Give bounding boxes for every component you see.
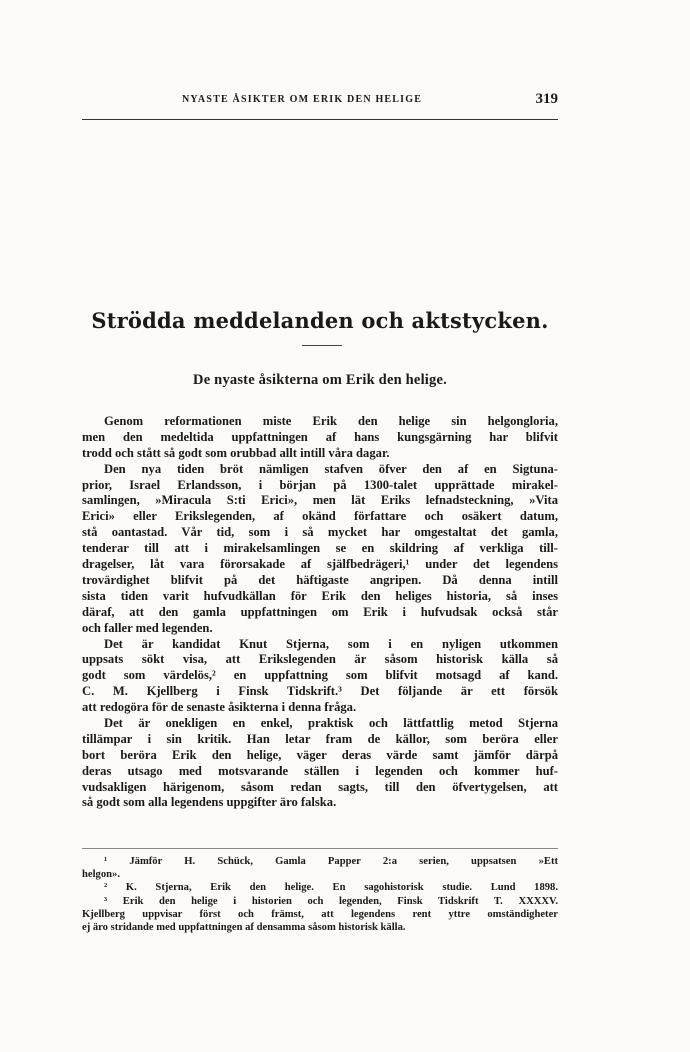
body-line: uppsats sökt visa, att Erikslegenden är såsom historisk källa så xyxy=(82,652,558,667)
body-line: Genom reformationen miste Erik den helige sin helgongloria, xyxy=(104,414,558,428)
body-line: att redogöra för de senaste åsikterna i denna fråga. xyxy=(82,700,357,715)
body-line: C. M. Kjellberg i Finsk Tidskrift.³ Det följande är ett försök xyxy=(82,684,558,699)
body-line: Erici» eller Erikslegenden, af okänd författare och osäkert datum, xyxy=(82,509,558,524)
body-line: sista tiden varit hufvudkällan för Erik den heliges historia, så inses xyxy=(82,588,558,603)
body-line: Det är onekligen en enkel, praktisk och lättfattlig metod Stjerna xyxy=(104,715,558,730)
body-line: trovärdighet blifvit på det häftigaste angripen. Då denna intill xyxy=(82,572,558,587)
body-line: däraf, att den gamla uppfattningen om Erik i hufvudsak också står xyxy=(82,604,558,619)
header-rule xyxy=(82,119,558,120)
body-line: deras utsago med motsvarande ställen i legenden och kommer huf- xyxy=(82,763,558,778)
body-line: tenderar till att i mirakelsamlingen se en skildring af verkliga till- xyxy=(82,541,558,556)
body-line: samlingen, »Miracula S:ti Erici», men lät Eriks lefnadsteckning, »Vita xyxy=(82,493,558,508)
footnote-line: ej äro stridande med uppfattningen af densamma såsom historisk källa. xyxy=(82,921,406,933)
body-line: vudsakligen härigenom, såsom redan sagts, till den öfvertygelsen, att xyxy=(82,779,558,794)
body-line: och faller med legenden. xyxy=(82,620,213,635)
running-title: NYASTE ÅSIKTER OM ERIK DEN HELIGE xyxy=(182,94,423,105)
running-header xyxy=(82,92,558,116)
footnote-rule xyxy=(82,848,558,849)
body-line: stå oantastad. Vår tid, som i så mycket har omgestaltat det gamla, xyxy=(82,525,558,540)
article-title: De nyaste åsikterna om Erik den helige. xyxy=(193,372,447,388)
body-text xyxy=(82,414,558,811)
footnote-line: helgon». xyxy=(82,869,120,881)
footnotes xyxy=(82,855,558,934)
body-line: så godt som alla legendens uppgifter äro falska. xyxy=(82,795,337,810)
section-title: Strödda meddelanden och aktstycken. xyxy=(91,308,549,333)
body-line: Den nya tiden bröt nämligen stafven öfver den af en Sigtuna- xyxy=(104,461,558,476)
body-line: tillämpar i sin kritik. Han letar fram de källor, som beröra eller xyxy=(82,731,558,746)
body-line: godt som värdelös,² en uppfattning som blifvit motsagd af kand. xyxy=(82,668,558,683)
footnote-line: ³ Erik den helige i historien och legenden, Finsk Tidskrift T. XXXXV. xyxy=(104,895,558,907)
body-line: Det är kandidat Knut Stjerna, som i en nyligen utkommen xyxy=(104,636,558,651)
body-line: trodd och stått så godt som orubbad allt intill våra dagar. xyxy=(82,445,390,460)
body-line: men den medeltida uppfattningen af hans kungsgärning har blifvit xyxy=(82,429,558,444)
body-line: bort beröra Erik den helige, väger deras värde samt jämför därpå xyxy=(82,747,558,762)
footnote-line: ² K. Stjerna, Erik den helige. En sagohistorisk studie. Lund 1898. xyxy=(104,882,558,894)
footnote-line: ¹ Jämför H. Schück, Gamla Papper 2:a serien, uppsatsen »Ett xyxy=(104,856,558,867)
title-divider xyxy=(302,345,342,346)
footnote-line: Kjellberg uppvisar först och främst, att legendens rent yttre omständigheter xyxy=(82,908,558,920)
page-number: 319 xyxy=(535,91,558,107)
body-line: dragelser, låt vara förorsakade af själfbedrägeri,¹ under det legendens xyxy=(82,557,558,572)
body-line: prior, Israel Erlandsson, i början på 1300-talet upprättade mirakel- xyxy=(82,477,558,492)
